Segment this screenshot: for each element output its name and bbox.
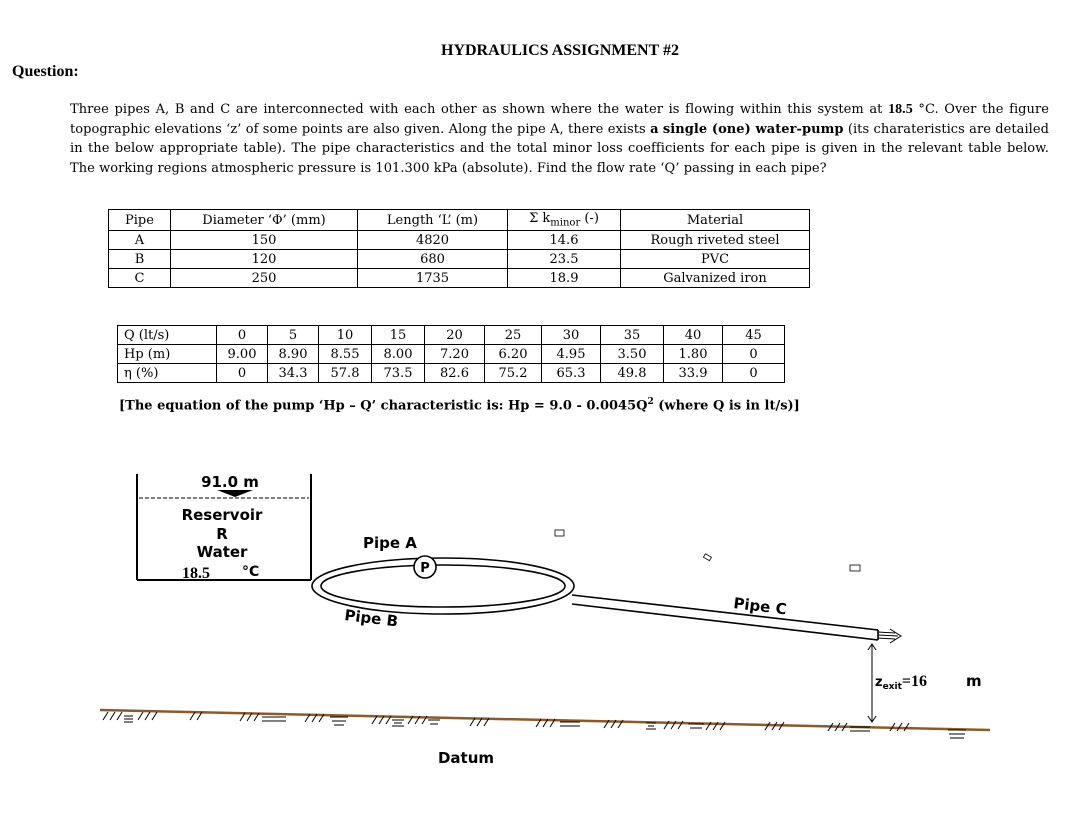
datum-label: Datum [437, 749, 495, 767]
cell-diameter: 250 [171, 269, 358, 288]
cell-value: 5 [268, 326, 319, 345]
decorative-marker [850, 565, 860, 571]
z-exit-label: zexit=16 [875, 673, 927, 692]
cell-length: 1735 [358, 269, 508, 288]
cell-value: 0 [723, 364, 785, 383]
cell-value: 49.8 [601, 364, 664, 383]
cell-value: 30 [542, 326, 601, 345]
header-kminor: Σ $k_{minor}$ (-) [508, 210, 621, 231]
header-length: Length ‘L’ (m) [358, 210, 508, 231]
cell-value: 7.20 [425, 345, 485, 364]
question-label: Question: [12, 63, 79, 80]
cell-value: 40 [664, 326, 723, 345]
cell-value: 0 [217, 364, 268, 383]
cell-value: 6.20 [485, 345, 542, 364]
cell-value: 57.8 [319, 364, 372, 383]
cell-value: 35 [601, 326, 664, 345]
ground-hatching [103, 712, 966, 738]
cell-value: 8.00 [372, 345, 425, 364]
cell-pipe: A [109, 231, 171, 250]
cell-kminor: 18.9 [508, 269, 621, 288]
reservoir-elevation: 91.0 m [201, 473, 259, 491]
cell-diameter: 120 [171, 250, 358, 269]
cell-kminor: 14.6 [508, 231, 621, 250]
cell-value: 1.80 [664, 345, 723, 364]
label-q: Q (lt/s) [118, 326, 217, 345]
cell-length: 4820 [358, 231, 508, 250]
cell-material: Galvanized iron [621, 269, 810, 288]
pipe-loop-outer [312, 558, 574, 614]
cell-pipe: C [109, 269, 171, 288]
cell-value: 8.55 [319, 345, 372, 364]
cell-value: 9.00 [217, 345, 268, 364]
decorative-marker [555, 530, 564, 536]
water-temp: 18.5 [182, 565, 210, 582]
problem-statement: Three pipes A, B and C are interconnected with each other as shown where the water is flowing within this system at 18.5 °C. Over the figure topographic elevations ‘z’ of some points are also given. Along the pipe A, there exists a single (one) water-pump (its charateristics are detailed in the below appropriate table). The pipe characteristics and the total minor loss coefficients for each pipe is given in the relevant table below. The working regions atmospheric pressure is 101.300 kPa (absolute). Find the flow rate ‘Q’ passing in each pipe? [70, 102, 1049, 176]
cell-value: 45 [723, 326, 785, 345]
z-exit-unit: m [966, 672, 982, 690]
cell-material: PVC [621, 250, 810, 269]
cell-value: 75.2 [485, 364, 542, 383]
water-level-marker-icon [217, 490, 253, 497]
cell-value: 73.5 [372, 364, 425, 383]
pipe-b-label: Pipe B [343, 606, 400, 631]
pipe-c-label: Pipe C [732, 594, 788, 619]
header-diameter: Diameter ‘Φ’ (mm) [171, 210, 358, 231]
cell-value: 65.3 [542, 364, 601, 383]
pipe-loop-inner [321, 565, 565, 607]
cell-value: 25 [485, 326, 542, 345]
cell-value: 4.95 [542, 345, 601, 364]
label-eta: η (%) [118, 364, 217, 383]
cell-value: 34.3 [268, 364, 319, 383]
header-pipe: Pipe [109, 210, 171, 231]
pump-equation: [The equation of the pump ‘Hp – Q’ characteristic is: $Hp = 9.0 - 0.0045Q^2$ (where Q is in lt/s)] [119, 397, 800, 414]
cell-kminor: 23.5 [508, 250, 621, 269]
cell-value: 8.90 [268, 345, 319, 364]
cell-value: 33.9 [664, 364, 723, 383]
water-label: Water [196, 543, 248, 561]
cell-value: 20 [425, 326, 485, 345]
cell-pipe: B [109, 250, 171, 269]
flow-arrow-icon [878, 629, 901, 643]
water-unit: °C [242, 564, 260, 580]
header-material: Material [621, 210, 810, 231]
cell-diameter: 150 [171, 231, 358, 250]
cell-value: 0 [723, 345, 785, 364]
decorative-marker [703, 554, 711, 561]
reservoir-letter: R [216, 525, 228, 543]
cell-value: 0 [217, 326, 268, 345]
cell-value: 82.6 [425, 364, 485, 383]
cell-value: 3.50 [601, 345, 664, 364]
reservoir-label: Reservoir [181, 506, 263, 524]
cell-material: Rough riveted steel [621, 231, 810, 250]
pump-symbol: P [420, 561, 430, 576]
pipe-c [572, 595, 878, 640]
pipe-a-label: Pipe A [363, 534, 417, 552]
cell-length: 680 [358, 250, 508, 269]
cell-value: 10 [319, 326, 372, 345]
label-hp: Hp (m) [118, 345, 217, 364]
cell-value: 15 [372, 326, 425, 345]
page-title: HYDRAULICS ASSIGNMENT #2 [441, 42, 679, 59]
